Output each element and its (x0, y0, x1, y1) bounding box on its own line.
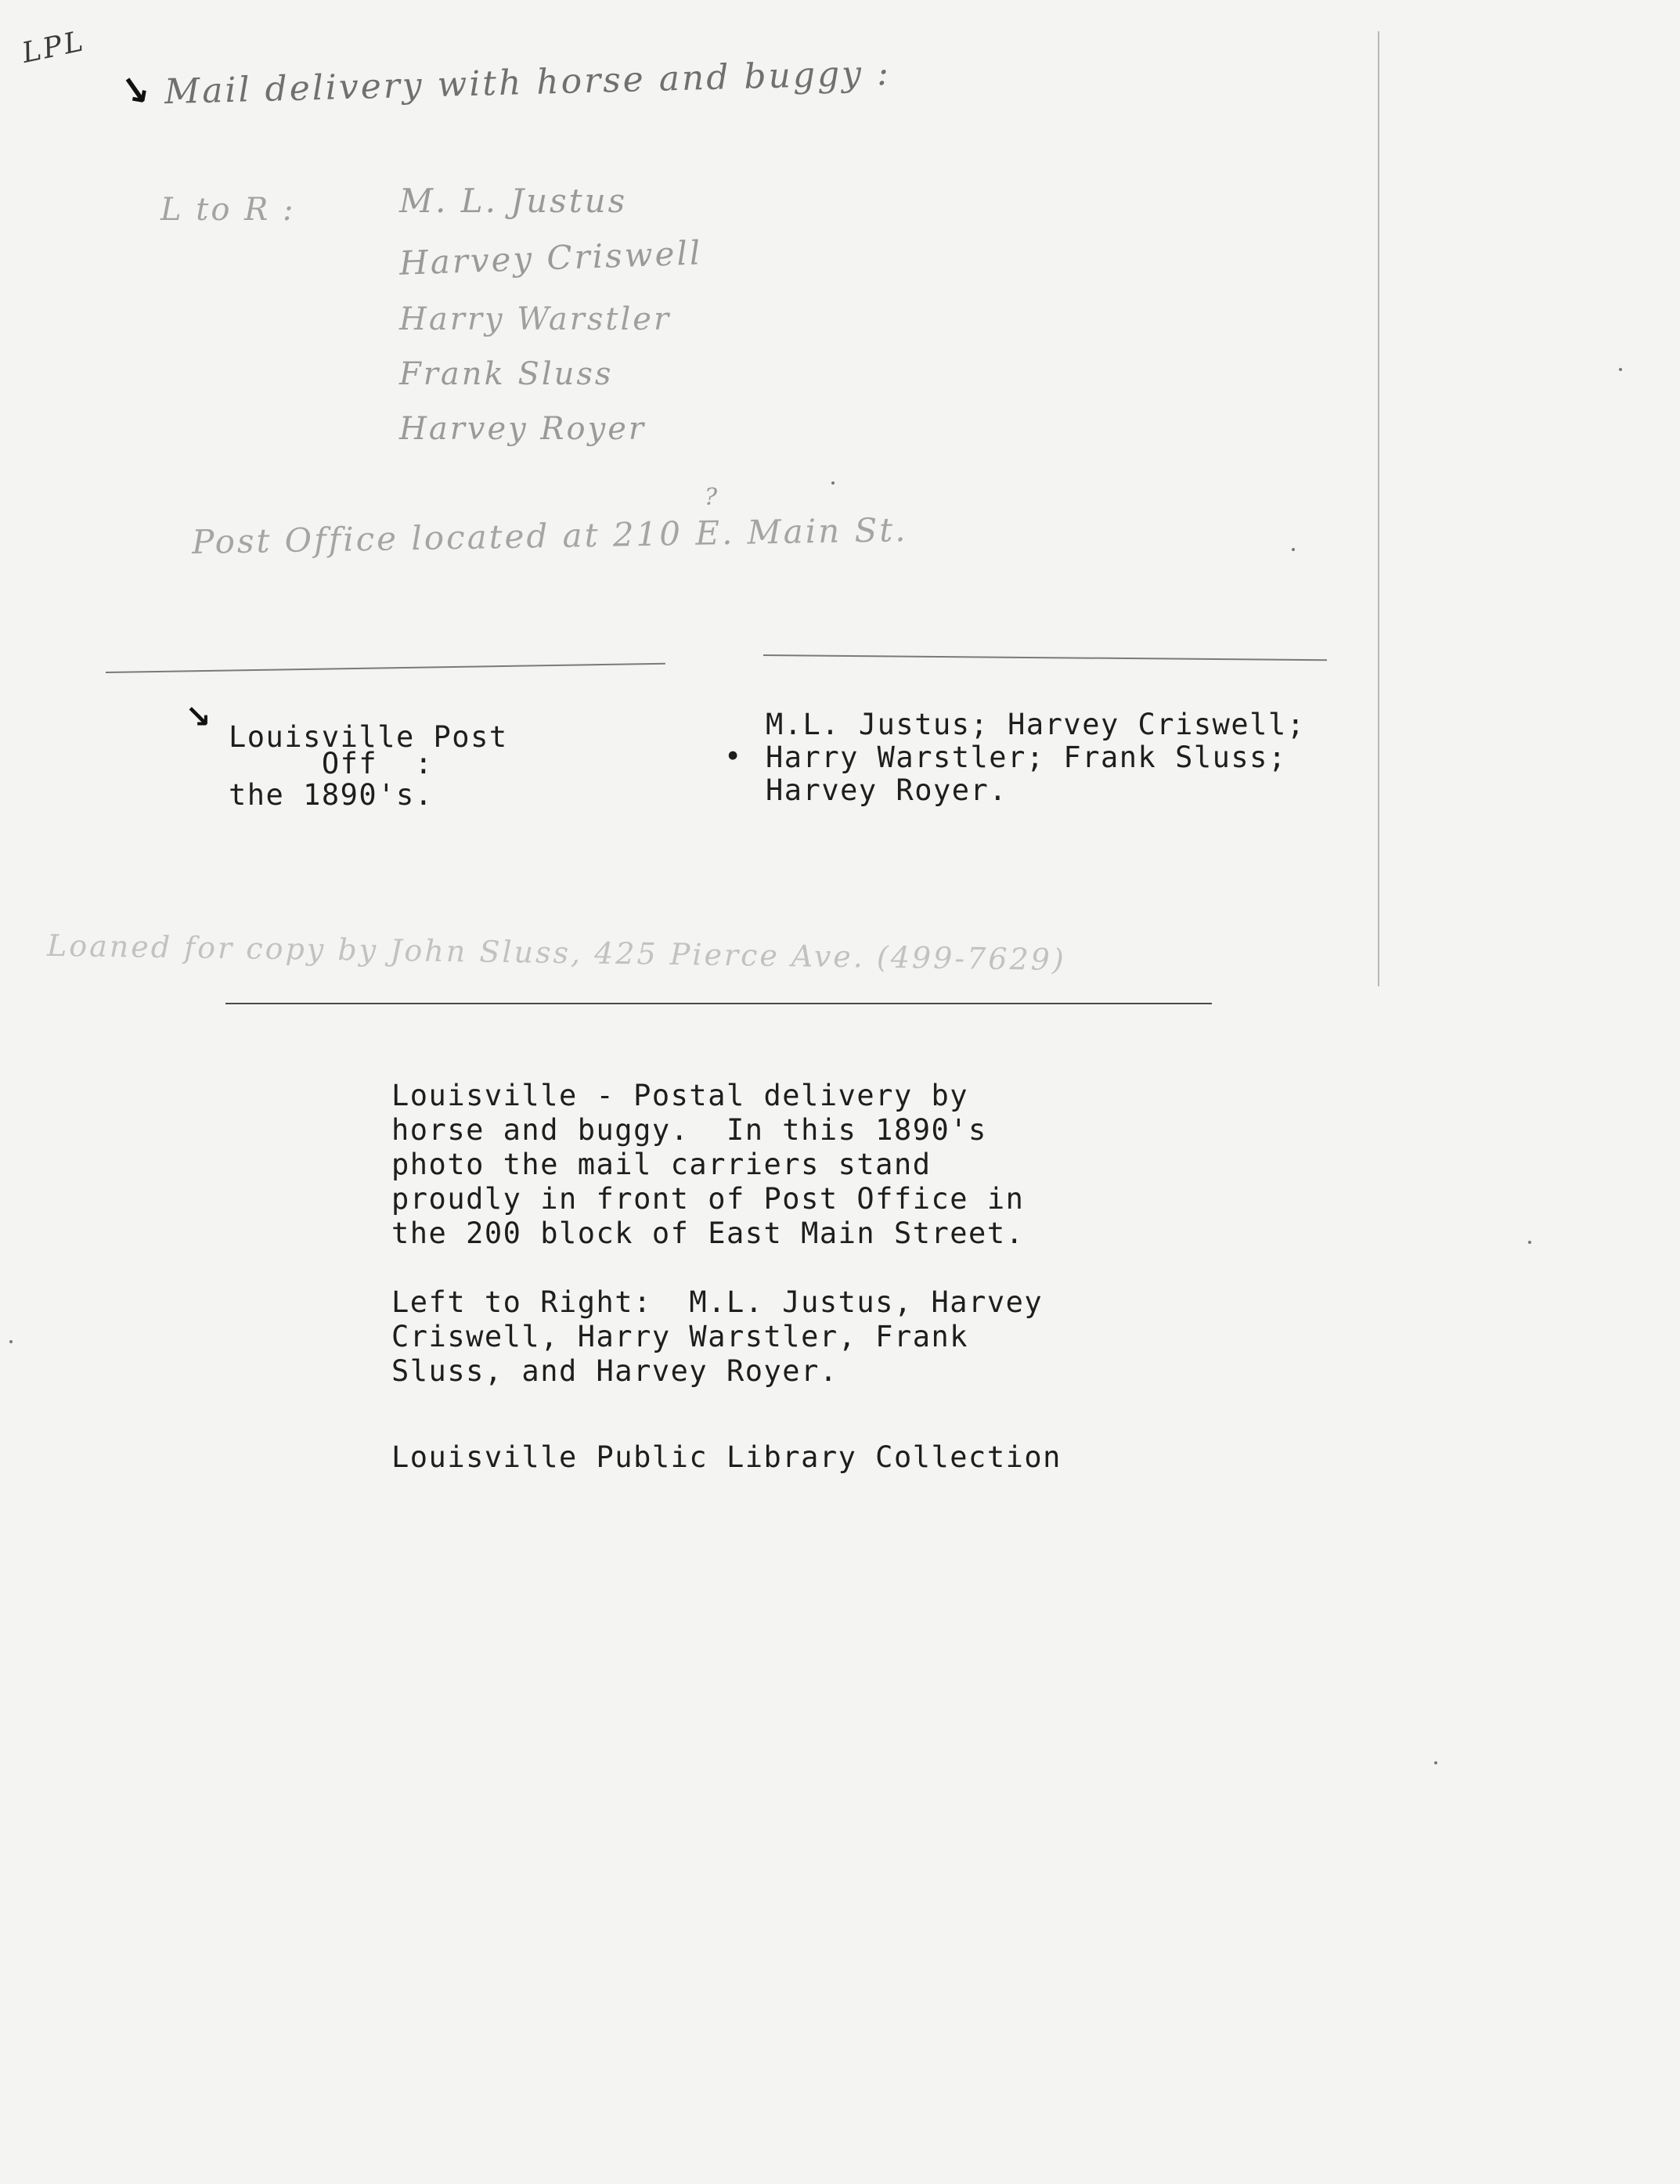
handwritten-name-2: Harvey Criswell (398, 233, 704, 283)
caption-line: proudly in front of Post Office in (391, 1182, 1025, 1216)
handwritten-name-3: Harry Warstler (399, 301, 672, 337)
handwritten-location-note: Post Office located at 210 E. Main St. (191, 510, 908, 561)
caption-line: photo the mail carriers stand (391, 1148, 932, 1181)
typed-label-right-line-2: Harry Warstler; Frank Sluss; (766, 741, 1287, 774)
handwritten-name-5: Harvey Royer (399, 411, 647, 447)
arrow-icon: ↘ (115, 66, 154, 116)
handwritten-loan-note: Loaned for copy by John Sluss, 425 Pierce Ave. (499-7629) (46, 928, 1067, 978)
caption-credit: Louisville Public Library Collection (391, 1440, 1062, 1474)
handwritten-title-note: Mail delivery with horse and buggy : (164, 52, 892, 113)
handwritten-name-1: M. L. Justus (399, 182, 628, 220)
bullet-icon: • (724, 740, 743, 773)
scan-speck (1292, 548, 1295, 551)
photo-edge-line (1378, 31, 1379, 986)
typed-label-right-line-3: Harvey Royer. (766, 773, 1008, 807)
typed-label-left-line-1: Louisville Post (229, 720, 508, 754)
scan-speck (1528, 1241, 1531, 1244)
scan-speck (831, 481, 835, 485)
scan-speck (1434, 1761, 1437, 1764)
typed-label-left-line-3: the 1890's. (229, 778, 434, 812)
arrow-icon: ↘ (185, 699, 211, 735)
typed-label-left (229, 720, 508, 813)
separator-line-right (763, 654, 1327, 661)
caption-line: Criswell, Harry Warstler, Frank (391, 1320, 969, 1353)
caption-divider (225, 1003, 1212, 1004)
typed-label-left-line-2: Off : (229, 747, 434, 780)
corner-mark: LPL (19, 25, 88, 70)
handwritten-name-4: Frank Sluss (399, 356, 614, 392)
handwritten-names-label: L to R : (160, 192, 296, 228)
typed-label-right (766, 708, 1306, 807)
scan-speck (1619, 368, 1622, 371)
scan-speck (9, 1340, 13, 1343)
caption-line: the 200 block of East Main Street. (391, 1216, 1025, 1250)
caption-line: Louisville - Postal delivery by (391, 1079, 969, 1112)
handwritten-question-mark: ? (705, 484, 720, 511)
caption-block (391, 1079, 1062, 1475)
typed-label-right-line-1: M.L. Justus; Harvey Criswell; (766, 708, 1306, 741)
caption-line: Sluss, and Harvey Royer. (391, 1354, 838, 1388)
caption-line: Left to Right: M.L. Justus, Harvey (391, 1285, 1044, 1319)
caption-line: horse and buggy. In this 1890's (391, 1113, 987, 1147)
separator-line-left (106, 663, 665, 673)
